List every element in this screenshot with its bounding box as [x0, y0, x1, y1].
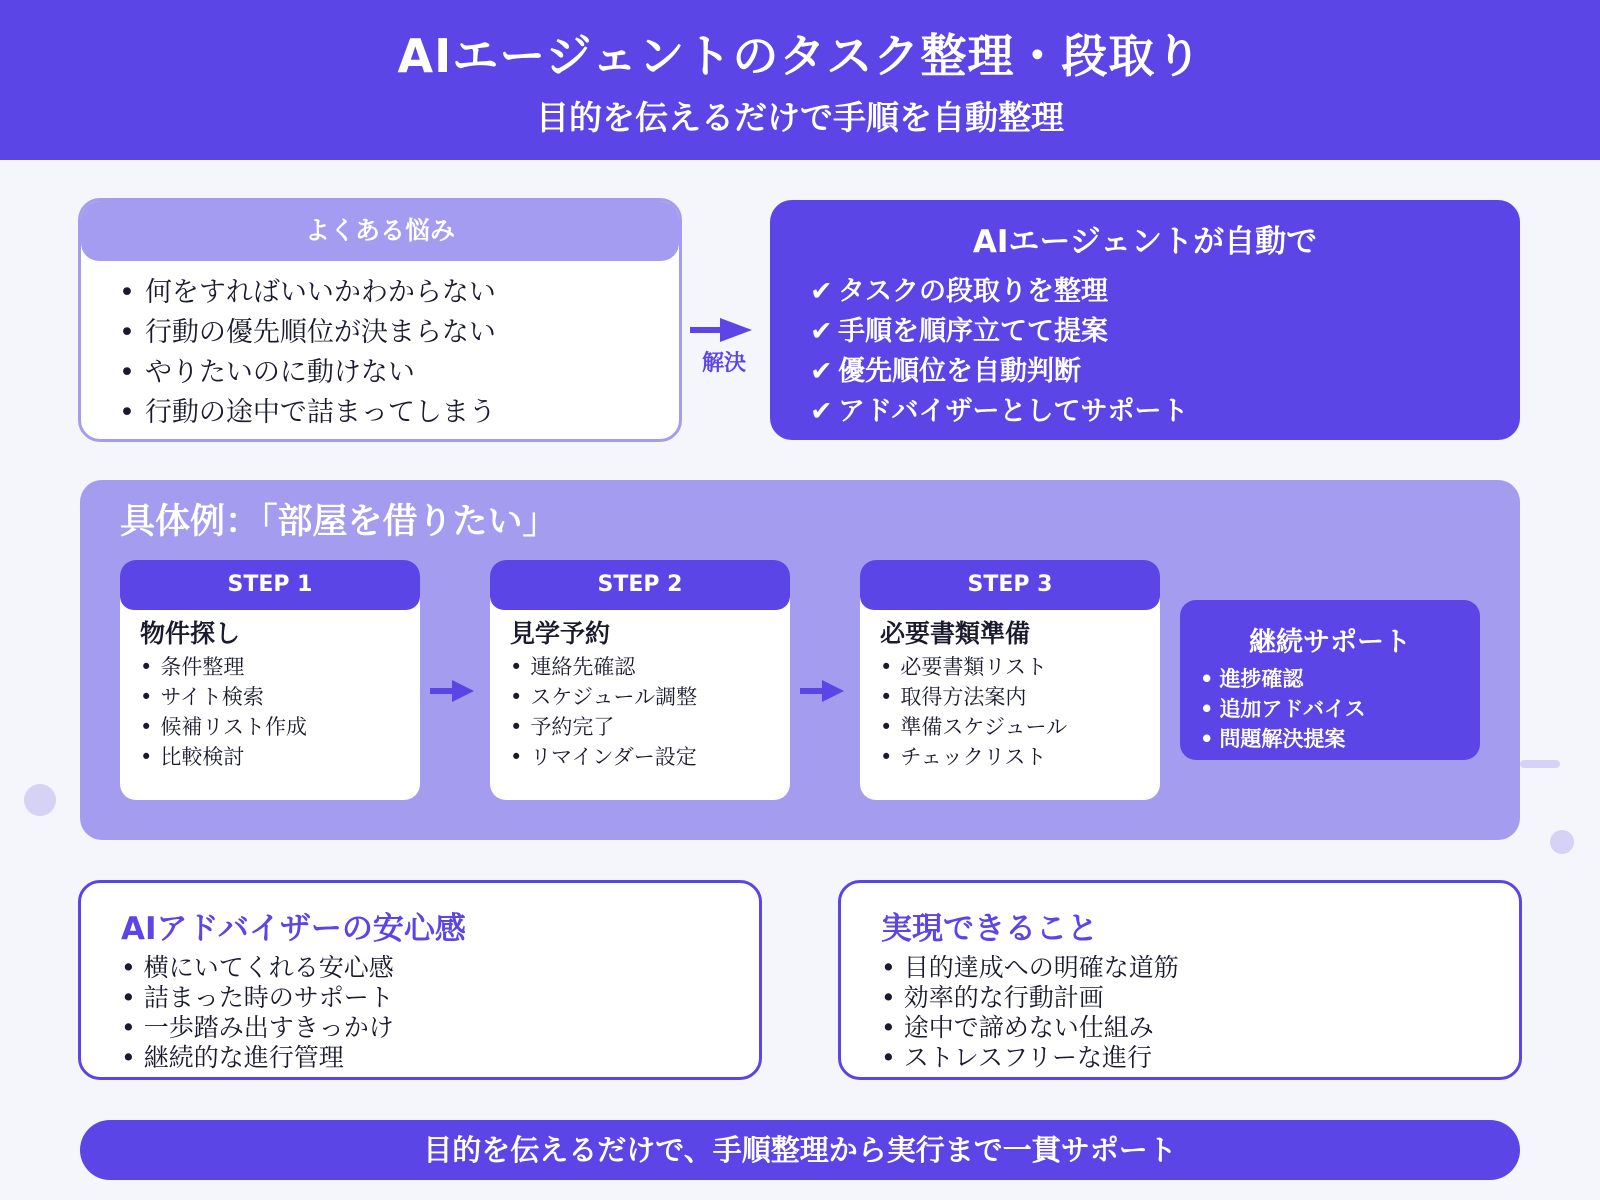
step-name: 必要書類準備 [880, 619, 1031, 648]
achievement-item: • 途中で諦めない仕組み [881, 1013, 1179, 1043]
solution-item [810, 352, 1188, 392]
decor-bar [1520, 760, 1560, 768]
check-icon: ✔ [810, 276, 833, 307]
solve-label: 解決 [701, 351, 746, 376]
example-title: 具体例：「部屋を借りたい」 [120, 502, 558, 542]
step-item: • スケジュール調整 [510, 682, 790, 712]
solution-item [810, 272, 1188, 312]
reassurance-item: • 継続的な進行管理 [121, 1043, 394, 1073]
support-item: • 進捗確認 [1200, 664, 1366, 694]
support-item: • 追加アドバイス [1200, 694, 1366, 724]
solution-text: 手順を順序立てて提案 [838, 316, 1108, 347]
problem-item: • 何をすればいいかわからない [119, 273, 679, 313]
achievements-title: 実現できること [881, 911, 1098, 947]
achievements-list [881, 953, 1179, 1073]
decor-dot [1550, 830, 1574, 854]
reassurance-item: • 一歩踏み出すきっかけ [121, 1013, 394, 1043]
problem-item: • 行動の優先順位が決まらない [119, 313, 679, 353]
support-title: 継続サポート [1249, 627, 1411, 658]
footer-banner: 目的を伝えるだけで、手順整理から実行まで一貫サポート [80, 1120, 1520, 1180]
reassurance-item: • 横にいてくれる安心感 [121, 953, 394, 983]
support-list [1200, 664, 1366, 754]
check-icon: ✔ [810, 316, 833, 347]
step-label: STEP 1 [120, 560, 420, 610]
decor-dot [24, 784, 56, 816]
step-name: 見学予約 [510, 619, 611, 648]
problems-list [81, 273, 679, 433]
support-card [1180, 600, 1480, 760]
achievement-item: • 効率的な行動計画 [881, 983, 1179, 1013]
step-list [490, 652, 790, 772]
solution-text: 優先順位を自動判断 [838, 356, 1081, 387]
step-item: • 予約完了 [510, 712, 790, 742]
problem-item: • 行動の途中で詰まってしまう [119, 393, 679, 433]
solution-card [770, 200, 1520, 440]
problem-item: • やりたいのに動けない [119, 353, 679, 393]
solve-arrow-icon [690, 318, 752, 342]
reassurance-item: • 詰まった時のサポート [121, 983, 394, 1013]
step-item: • リマインダー設定 [510, 742, 790, 772]
achievement-item: • ストレスフリーな進行 [881, 1043, 1179, 1073]
step-list [120, 652, 420, 772]
step-arrow-icon [800, 680, 844, 702]
achievement-item: • 目的達成への明確な道筋 [881, 953, 1179, 983]
step-card-3 [860, 560, 1160, 800]
reassurance-title: AIアドバイザーの安心感 [121, 911, 466, 947]
step-item: • 必要書類リスト [880, 652, 1160, 682]
step-item: • サイト検索 [140, 682, 420, 712]
step-item: • 準備スケジュール [880, 712, 1160, 742]
step-label: STEP 2 [490, 560, 790, 610]
step-item: • 取得方法案内 [880, 682, 1160, 712]
check-icon: ✔ [810, 396, 833, 427]
step-card-1 [120, 560, 420, 800]
problems-card [78, 198, 682, 442]
support-item: • 問題解決提案 [1200, 724, 1366, 754]
solution-text: タスクの段取りを整理 [838, 276, 1108, 307]
step-name: 物件探し [140, 619, 241, 648]
solution-item [810, 392, 1188, 432]
solution-list [810, 272, 1188, 432]
page-title: AIエージェントのタスク整理・段取り [397, 29, 1203, 83]
step-card-2 [490, 560, 790, 800]
step-item: • 連絡先確認 [510, 652, 790, 682]
problems-title: よくある悩み [81, 201, 679, 261]
step-list [860, 652, 1160, 772]
achievements-card [838, 880, 1522, 1080]
solution-text: アドバイザーとしてサポート [838, 396, 1189, 427]
check-icon: ✔ [810, 356, 833, 387]
step-label: STEP 3 [860, 560, 1160, 610]
reassurance-card [78, 880, 762, 1080]
page-subtitle: 目的を伝えるだけで手順を自動整理 [536, 98, 1064, 137]
step-item: • 条件整理 [140, 652, 420, 682]
reassurance-list [121, 953, 394, 1073]
step-item: • 候補リスト作成 [140, 712, 420, 742]
solution-title: AIエージェントが自動で [972, 224, 1318, 260]
step-item: • チェックリスト [880, 742, 1160, 772]
solution-item [810, 312, 1188, 352]
step-arrow-icon [430, 680, 474, 702]
header-banner [0, 0, 1600, 160]
step-item: • 比較検討 [140, 742, 420, 772]
